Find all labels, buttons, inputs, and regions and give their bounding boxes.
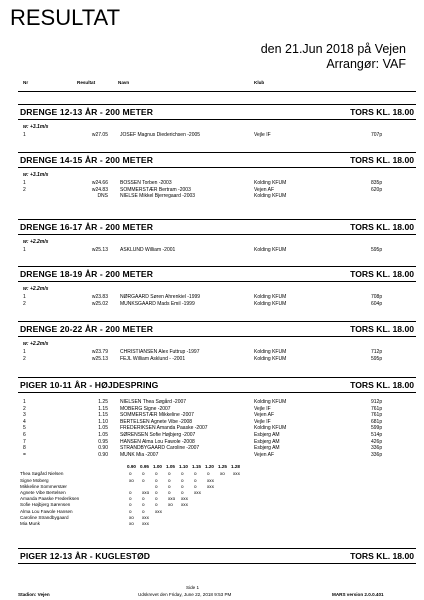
page-footer <box>0 582 424 600</box>
attempt-mark: o <box>181 490 184 495</box>
result-row <box>18 301 416 308</box>
result-row <box>18 132 416 139</box>
height-label: 0.90 <box>127 464 136 470</box>
attempt-mark: o <box>168 483 171 489</box>
athlete-club: Kolding KFUM <box>254 180 287 186</box>
attempt-mark: xxx <box>181 496 188 502</box>
attempt-mark: o <box>129 508 132 514</box>
attempt-mark: o <box>181 483 184 489</box>
athlete-club: Kolding KFUM <box>254 349 287 355</box>
event-title: DRENGE 16-17 ÅR - 200 METER <box>20 222 154 232</box>
attempt-mark: o <box>181 477 184 483</box>
attempt-mark: o <box>194 477 197 483</box>
result-points: 707p <box>371 132 383 138</box>
result-place: 2 <box>23 186 26 193</box>
athlete-club: Esbjerg AM <box>254 438 280 445</box>
event-header <box>18 219 416 235</box>
event-time: TORS KL. 18.00 <box>350 380 414 390</box>
result-place: 6 <box>23 432 26 438</box>
attempt-mark: xo <box>129 514 134 520</box>
attempt-mark: o <box>155 483 158 489</box>
attempt-mark: xxx <box>207 477 214 483</box>
result-points: 595p <box>371 355 383 362</box>
attempt-athlete: Thea Søgård Nielsen <box>20 471 64 477</box>
attempt-row <box>18 509 416 515</box>
event-header <box>18 266 416 282</box>
result-points: 514p <box>371 432 383 438</box>
attempt-athlete: Signe Moberg <box>20 477 49 483</box>
athlete-name: BOSSEN Torben -2003 <box>120 180 172 186</box>
attempt-mark: o <box>129 471 132 477</box>
attempt-mark: xxo <box>168 496 176 502</box>
attempt-mark: o <box>155 471 158 477</box>
result-place: 1 <box>23 349 26 355</box>
event-header <box>18 548 416 564</box>
event-time: TORS KL. 18.00 <box>350 107 414 117</box>
athlete-name: MUNKSGAARD Mads Emil -1999 <box>120 300 195 307</box>
result-place: 2 <box>23 405 26 412</box>
col-result: Resultat <box>77 80 96 85</box>
athlete-name: STRANDBYGAARD Caroline -2007 <box>120 445 200 452</box>
height-label: 1.20 <box>205 464 214 470</box>
attempt-mark: o <box>155 490 158 495</box>
result-points: 761p <box>371 412 383 419</box>
athlete-club: Vejle IF <box>254 132 271 138</box>
event-date: den 21.Jun 2018 på Vejen <box>260 42 406 56</box>
result-place: 1 <box>23 294 26 300</box>
col-club: Klub <box>254 80 265 85</box>
result-mark: w24.66 <box>91 180 108 186</box>
result-mark: w25.02 <box>91 300 108 307</box>
event-title: PIGER 12-13 ÅR - KUGLESTØD <box>20 551 151 561</box>
height-label: 1.05 <box>166 464 175 470</box>
event-title: DRENGE 20-22 ÅR - 200 METER <box>20 324 154 334</box>
attempt-mark: xxx <box>194 490 201 495</box>
wind-reading: w: +2.2m/s <box>23 341 49 347</box>
wind-reading: w: +3.1m/s <box>23 124 49 130</box>
athlete-club: Kolding KFUM <box>254 193 287 200</box>
attempt-mark: xxx <box>142 521 149 526</box>
attempt-mark: o <box>142 477 145 483</box>
attempt-mark: xo <box>168 502 173 508</box>
athlete-club: Vejen AF <box>254 186 275 193</box>
organizer: Arrangør: VAF <box>326 57 406 71</box>
height-label: 1.00 <box>153 464 162 470</box>
wind-reading: w: +3.1m/s <box>23 172 49 178</box>
result-points: 620p <box>371 186 383 193</box>
wind-reading: w: +2.2m/s <box>23 239 49 245</box>
height-label: 1.28 <box>231 464 240 470</box>
attempt-row <box>18 515 416 521</box>
result-place: 1 <box>23 399 26 405</box>
attempt-athlete: Amanda Paaske Frederiksen <box>20 496 80 502</box>
attempt-athlete: Alma Lou Fawole Hansen <box>20 508 73 514</box>
result-place: 8 <box>23 445 26 452</box>
attempt-mark: o <box>155 477 158 483</box>
attempt-row <box>18 502 416 508</box>
attempt-mark: xo <box>129 477 134 483</box>
athlete-name: ASKLUND William -2001 <box>120 247 176 253</box>
result-points: 595p <box>371 247 383 253</box>
result-points: 712p <box>371 349 383 355</box>
attempt-mark: o <box>142 502 145 508</box>
athlete-name: NIELSE Mikkel Bjerregaard -2003 <box>120 193 196 200</box>
attempt-mark: xxx <box>181 502 188 508</box>
event-time: TORS KL. 18.00 <box>350 269 414 279</box>
athlete-club: Kolding KFUM <box>254 294 287 300</box>
attempt-athlete: Agnete Vibe Bertelsen <box>20 490 66 495</box>
athlete-club: Kolding KFUM <box>254 399 287 405</box>
result-mark: w25.13 <box>91 355 108 362</box>
result-place: 4 <box>23 418 26 425</box>
attempt-mark: xxx <box>233 471 240 477</box>
column-headers <box>0 76 424 90</box>
athlete-name: FEJL William Asklund - -2001 <box>120 355 186 362</box>
athlete-club: Vejen AF <box>254 451 275 458</box>
event-time: TORS KL. 18.00 <box>350 155 414 165</box>
attempt-mark: o <box>168 490 171 495</box>
athlete-name: BERTELSEN Agnete Vibe -2008 <box>120 418 193 425</box>
result-points: 835p <box>371 180 383 186</box>
attempt-mark: o <box>168 471 171 477</box>
attempt-athlete: Mikkeline Sommerstær <box>20 483 67 489</box>
attempt-mark: xxx <box>155 508 162 514</box>
athlete-name: SOMMERSTÆR Bertram -2003 <box>120 186 191 193</box>
attempt-athlete: Mia Munk <box>20 521 40 526</box>
result-points: 599p <box>371 425 383 432</box>
result-mark: 1.15 <box>98 405 108 412</box>
event-time: TORS KL. 18.00 <box>350 222 414 232</box>
attempt-row <box>18 478 416 484</box>
height-label: 1.25 <box>218 464 227 470</box>
athlete-club: Esbjerg AM <box>254 432 280 438</box>
result-row <box>18 356 416 363</box>
height-header <box>18 464 416 470</box>
result-mark: w25.13 <box>91 247 108 253</box>
athlete-name: SØRENSEN Sofie Højbjerg -2007 <box>120 432 196 438</box>
result-place: 5 <box>23 425 26 432</box>
attempt-mark: o <box>168 477 171 483</box>
athlete-club: Kolding KFUM <box>254 425 287 432</box>
athlete-club: Kolding KFUM <box>254 355 287 362</box>
result-mark: 0.90 <box>98 445 108 452</box>
attempt-athlete: Sofie Højbjerg Sørensen <box>20 502 71 508</box>
result-place: = <box>23 451 26 458</box>
athlete-club: Vejle IF <box>254 418 271 425</box>
result-points: 681p <box>371 418 383 425</box>
attempt-mark: o <box>207 471 210 477</box>
result-row <box>18 452 416 459</box>
footer-version: MARS version 2.0.0.401 <box>332 592 384 597</box>
athlete-club: Kolding KFUM <box>254 247 287 253</box>
attempt-mark: o <box>194 483 197 489</box>
footer-stadium: Stadion: Vejen <box>18 592 50 597</box>
result-mark: 1.05 <box>98 432 108 438</box>
attempt-mark: xo <box>129 521 134 526</box>
result-points: 708p <box>371 294 383 300</box>
athlete-club: Vejen AF <box>254 412 275 419</box>
athlete-club: Vejle IF <box>254 405 271 412</box>
attempt-mark: o <box>155 502 158 508</box>
result-place: 1 <box>23 180 26 186</box>
result-place: 2 <box>23 300 26 307</box>
attempt-mark: o <box>129 490 132 495</box>
result-mark: 1.25 <box>98 399 108 405</box>
athlete-name: CHRISTIANSEN Alex Futtrup -1997 <box>120 349 200 355</box>
result-points: 336p <box>371 451 383 458</box>
result-place: 1 <box>23 247 26 253</box>
attempt-athlete: Caroline Strandbygaard <box>20 514 69 520</box>
event-title: PIGER 10-11 ÅR - HØJDESPRING <box>20 380 159 390</box>
result-mark: 0.95 <box>98 438 108 445</box>
footer-page: Side 1 <box>186 585 200 590</box>
attempt-mark: o <box>142 471 145 477</box>
col-name: Navn <box>118 80 130 85</box>
result-points: 336p <box>371 445 383 452</box>
event-time: TORS KL. 18.00 <box>350 551 414 561</box>
athlete-name: NØRGAARD Søren Ahrenkiel -1999 <box>120 294 201 300</box>
result-mark: w23.83 <box>91 294 108 300</box>
attempt-mark: o <box>142 508 145 514</box>
header-rule <box>18 91 416 92</box>
col-nr: Nr <box>23 80 29 85</box>
athlete-name: MUNK Mia -2007 <box>120 451 159 458</box>
attempt-mark: o <box>181 471 184 477</box>
wind-reading: w: +2.2m/s <box>23 286 49 292</box>
result-mark: DNS <box>97 193 108 200</box>
attempt-row <box>18 471 416 477</box>
height-label: 1.15 <box>192 464 201 470</box>
athlete-name: MOBERG Signe -2007 <box>120 405 171 412</box>
result-mark: 1.15 <box>98 412 108 419</box>
result-mark: w23.79 <box>91 349 108 355</box>
result-place: 7 <box>23 438 26 445</box>
height-label: 1.10 <box>179 464 188 470</box>
event-time: TORS KL. 18.00 <box>350 324 414 334</box>
athlete-name: JOSEF Magnus Diederichsen -2005 <box>120 132 201 138</box>
result-points: 604p <box>371 300 383 307</box>
result-place: 1 <box>23 132 26 138</box>
result-mark: 1.05 <box>98 425 108 432</box>
result-points: 761p <box>371 405 383 412</box>
result-row <box>18 193 416 200</box>
attempt-mark: o <box>129 502 132 508</box>
attempt-mark: xxo <box>142 490 150 495</box>
attempt-mark: xo <box>220 471 225 477</box>
attempt-row <box>18 484 416 490</box>
result-points: 426p <box>371 438 383 445</box>
result-place: 3 <box>23 412 26 419</box>
attempt-mark: o <box>142 496 145 502</box>
event-title: DRENGE 12-13 ÅR - 200 METER <box>20 107 154 117</box>
result-mark: w27.05 <box>91 132 108 138</box>
attempt-mark: o <box>129 496 132 502</box>
page-title: RESULTAT <box>10 5 121 30</box>
event-title: DRENGE 18-19 ÅR - 200 METER <box>20 269 154 279</box>
athlete-name: HANSEN Alma Lou Fawole -2008 <box>120 438 195 445</box>
athlete-name: SOMMERSTÆR Mikkeline -2007 <box>120 412 194 419</box>
footer-printed: Udskrevet den Friday, June 22, 2018 9:53 PM <box>138 592 232 597</box>
attempt-row <box>18 490 416 496</box>
attempt-mark: o <box>194 471 197 477</box>
event-title: DRENGE 14-15 ÅR - 200 METER <box>20 155 154 165</box>
result-mark: 0.90 <box>98 451 108 458</box>
result-mark: 1.10 <box>98 418 108 425</box>
event-header <box>18 321 416 337</box>
event-header <box>18 104 416 120</box>
athlete-club: Kolding KFUM <box>254 300 287 307</box>
event-header <box>18 152 416 168</box>
result-row <box>18 247 416 254</box>
athlete-name: FREDERIKSEN Amanda Paaske -2007 <box>120 425 208 432</box>
result-mark: w24.83 <box>91 186 108 193</box>
height-label: 0.95 <box>140 464 149 470</box>
attempt-row <box>18 496 416 502</box>
athlete-club: Esbjerg AM <box>254 445 280 452</box>
result-place: 2 <box>23 355 26 362</box>
event-header <box>18 377 416 393</box>
attempt-mark: o <box>155 496 158 502</box>
attempt-mark: xxx <box>207 483 214 489</box>
athlete-name: NIELSEN Thea Søgård -2007 <box>120 399 187 405</box>
attempt-row <box>18 521 416 527</box>
result-points: 912p <box>371 399 383 405</box>
attempt-mark: xxx <box>142 514 149 520</box>
